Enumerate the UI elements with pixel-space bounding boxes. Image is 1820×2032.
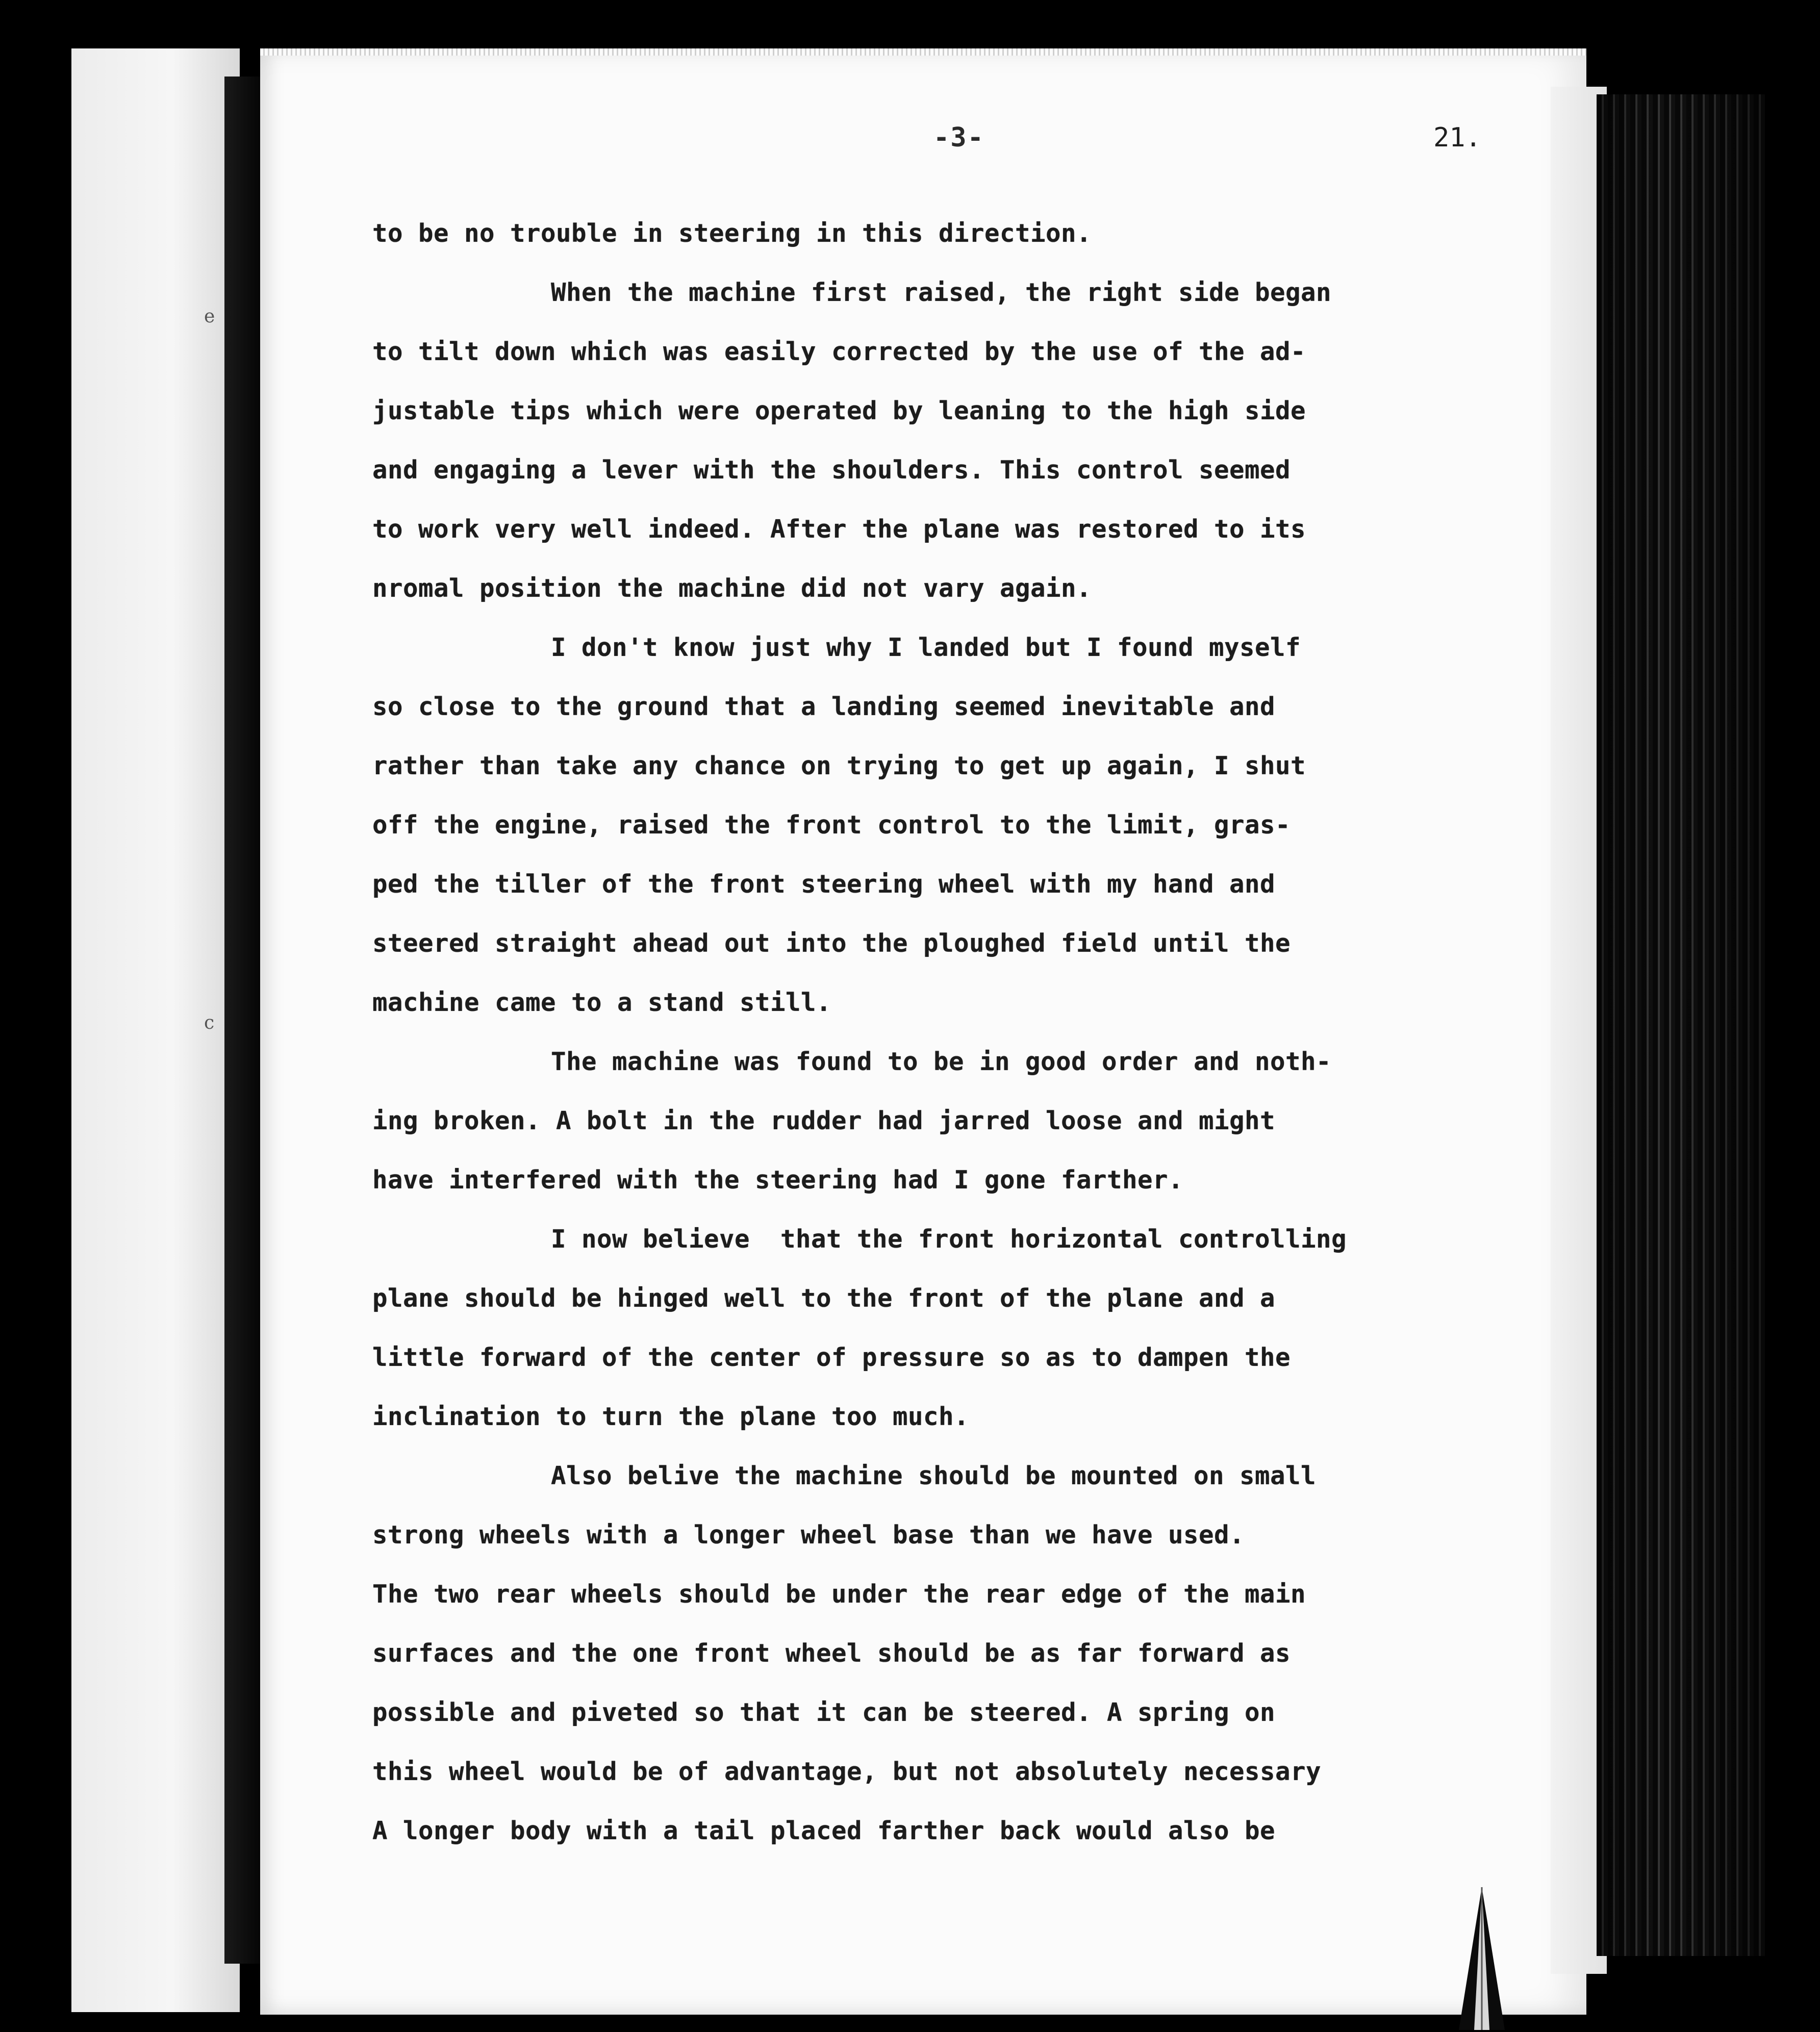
text-line: A longer body with a tail placed farther back would also be [372,1816,1276,1845]
paragraph [372,1210,1525,1446]
text-line: to be no trouble in steering in this direction. [372,219,1092,248]
typed-letter-body [372,204,1525,1861]
text-line: little forward of the center of pressure so as to dampen the [372,1343,1291,1372]
paragraph [372,1446,1525,1861]
text-line: ped the tiller of the front steering wheel with my hand and [372,870,1276,899]
text-line: machine came to a stand still. [372,988,832,1017]
paragraph [372,263,1525,618]
left-facing-page [71,48,240,2012]
text-line: I now believe that the front horizontal controlling [551,1225,1347,1254]
page-number: 21. [1433,122,1481,153]
text-line: this wheel would be of advantage, but not absolutely necessary [372,1757,1322,1786]
page-header [260,122,1586,163]
text-line: and engaging a lever with the shoulders. This control seemed [372,455,1291,485]
text-line: rather than take any chance on trying to get up again, I shut [372,751,1306,780]
text-line: ing broken. A bolt in the rudder had jarred loose and might [372,1106,1276,1135]
text-line: The two rear wheels should be under the rear edge of the main [372,1580,1306,1609]
text-line: to tilt down which was easily corrected by the use of the ad- [372,337,1306,366]
text-line: I don't know just why I landed but I found myself [551,633,1301,662]
text-line: inclination to turn the plane too much. [372,1402,970,1431]
text-line: have interfered with the steering had I gone farther. [372,1165,1184,1195]
left-page-fragment: c [204,1012,215,1033]
paragraph [372,204,1525,263]
text-line: nromal position the machine did not vary again. [372,574,1092,603]
left-page-fragment: e [204,306,215,327]
text-line: possible and piveted so that it can be steered. A spring on [372,1698,1276,1727]
text-line: plane should be hinged well to the front of the plane and a [372,1284,1276,1313]
text-line: surfaces and the one front wheel should be as far forward as [372,1639,1291,1668]
pen-tip-icon [1451,1882,1512,2030]
paragraph [372,1032,1525,1210]
book-page-edges [1597,94,1765,1956]
text-line: justable tips which were operated by leaning to the high side [372,396,1306,425]
text-line: to work very well indeed. After the plane was restored to its [372,515,1306,544]
page-marker: -3- [933,122,984,153]
text-line: strong wheels with a longer wheel base than we have used. [372,1520,1245,1550]
text-line: so close to the ground that a landing seemed inevitable and [372,692,1276,721]
text-line: off the engine, raised the front control to the limit, gras- [372,810,1291,840]
paragraph [372,618,1525,1032]
text-line: steered straight ahead out into the ploughed field until the [372,929,1291,958]
text-line: Also belive the machine should be mounted on small [551,1461,1317,1490]
text-line: When the machine first raised, the right side began [551,278,1332,307]
text-line: The machine was found to be in good order and noth- [551,1047,1332,1076]
